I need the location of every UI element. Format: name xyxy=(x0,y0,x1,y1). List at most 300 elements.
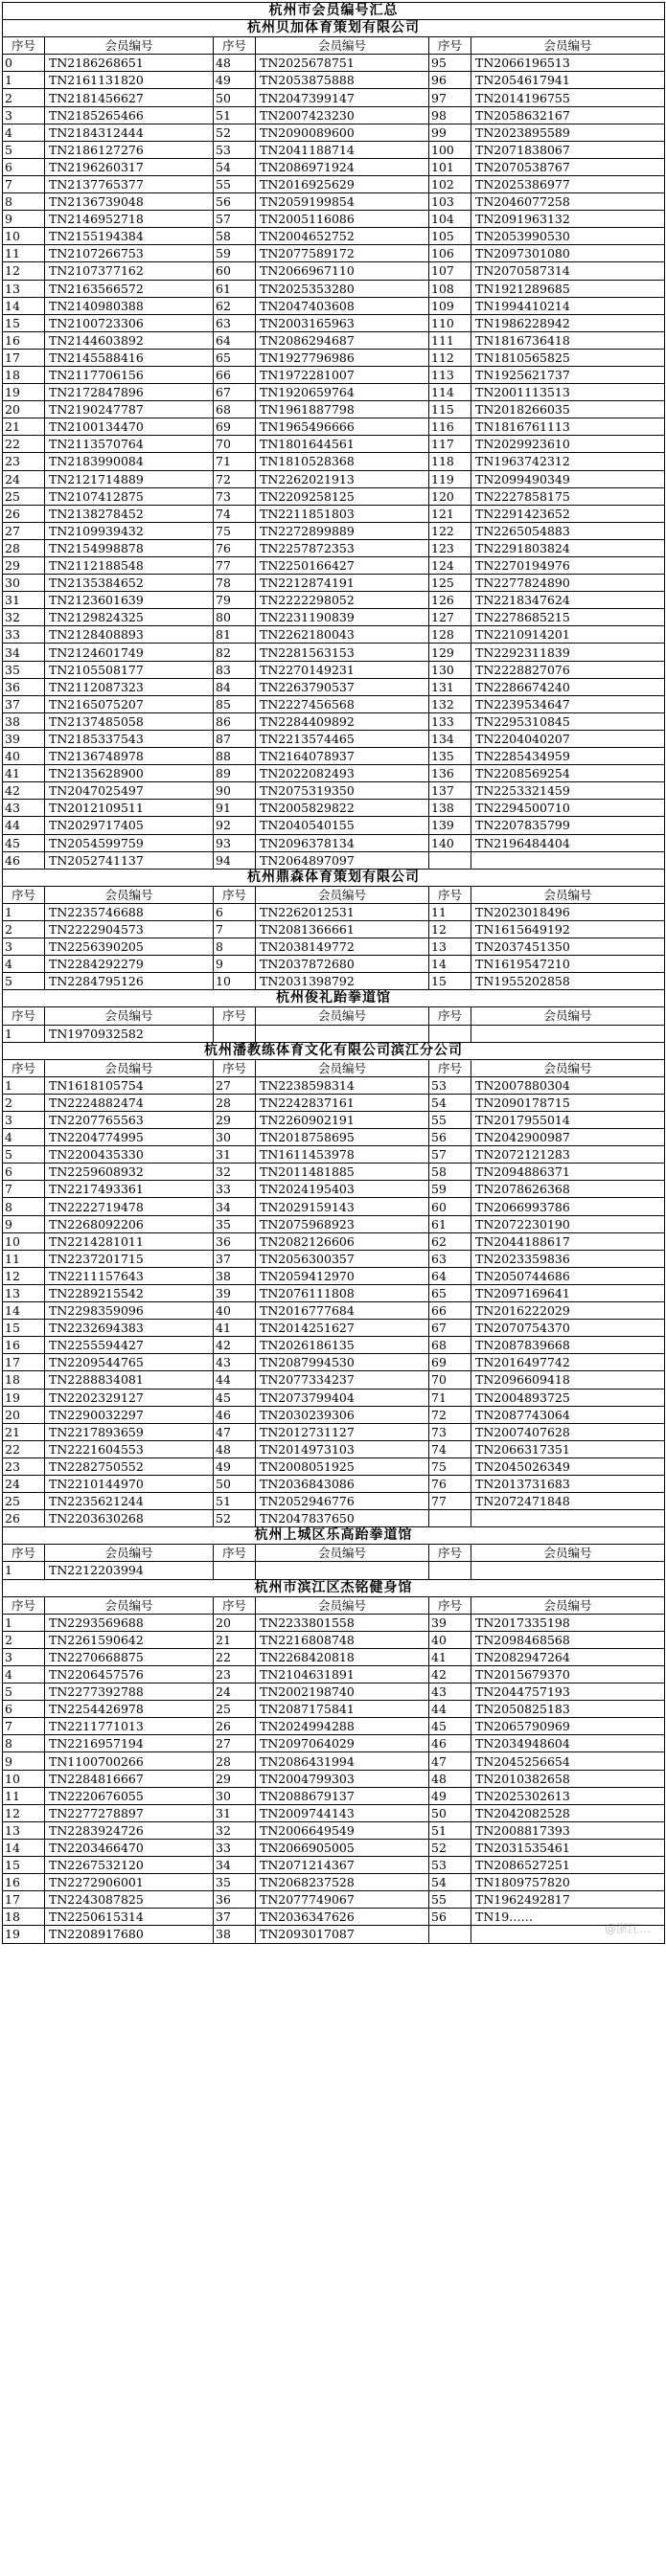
table-row xyxy=(3,1371,665,1389)
member-id-cell: TN2014251627 xyxy=(256,1320,429,1337)
member-id-cell: TN2204774995 xyxy=(45,1129,214,1146)
index-cell: 56 xyxy=(429,1909,471,1926)
member-id-cell: TN2207765563 xyxy=(45,1112,214,1129)
member-id-cell: TN2253321459 xyxy=(471,782,665,800)
header-member-id: 会员编号 xyxy=(256,37,429,55)
member-id-cell: TN2227456568 xyxy=(256,695,429,712)
header-index: 序号 xyxy=(3,1007,45,1025)
member-id-cell: TN2186127276 xyxy=(45,141,214,158)
member-id-cell: TN2250166427 xyxy=(256,557,429,575)
index-cell: 60 xyxy=(214,262,256,280)
table-row xyxy=(3,539,665,556)
index-cell: 7 xyxy=(3,175,45,192)
member-id-cell: TN2005116086 xyxy=(256,211,429,228)
index-cell: 70 xyxy=(214,436,256,453)
member-id-cell: TN1611453978 xyxy=(256,1146,429,1164)
header-member-id: 会员编号 xyxy=(45,1596,214,1614)
member-id-cell: TN2268092206 xyxy=(45,1215,214,1232)
header-index: 序号 xyxy=(429,1059,471,1076)
index-cell: 37 xyxy=(214,1250,256,1267)
member-id-cell: TN2012731127 xyxy=(256,1423,429,1440)
index-cell: 27 xyxy=(214,1735,256,1752)
index-cell: 43 xyxy=(214,1354,256,1371)
member-id-cell: TN1809757820 xyxy=(471,1874,665,1891)
member-id-cell: TN2216808748 xyxy=(256,1631,429,1648)
table-row xyxy=(3,106,665,124)
index-cell: 10 xyxy=(214,973,256,990)
table-row xyxy=(3,366,665,383)
index-cell: 8 xyxy=(3,1735,45,1752)
index-cell: 91 xyxy=(214,800,256,817)
member-id-cell: TN2222904573 xyxy=(45,920,214,938)
member-id-cell: TN2030239306 xyxy=(256,1406,429,1423)
index-cell: 31 xyxy=(214,1146,256,1164)
table-row xyxy=(3,903,665,920)
index-cell: 124 xyxy=(429,557,471,575)
index-cell: 71 xyxy=(214,453,256,470)
index-cell: 136 xyxy=(429,765,471,782)
member-id-cell: TN2042082528 xyxy=(471,1804,665,1821)
index-cell: 47 xyxy=(429,1752,471,1770)
index-cell: 9 xyxy=(214,956,256,973)
header-member-id: 会员编号 xyxy=(45,1545,214,1562)
section-title: 杭州俊礼跆拳道馆 xyxy=(3,990,665,1007)
index-cell: 54 xyxy=(214,158,256,175)
member-id-cell: TN2124601749 xyxy=(45,644,214,661)
member-id-cell: TN2112087323 xyxy=(45,678,214,695)
index-cell: 0 xyxy=(3,55,45,72)
table-row xyxy=(3,262,665,280)
member-id-cell: TN2066967110 xyxy=(256,262,429,280)
member-id-cell: TN2071214367 xyxy=(256,1857,429,1874)
index-cell: 12 xyxy=(3,1804,45,1821)
member-id-cell: TN1972281007 xyxy=(256,366,429,383)
table-row xyxy=(3,1164,665,1181)
member-id-cell: TN2104631891 xyxy=(256,1666,429,1683)
member-id-cell: TN2140980388 xyxy=(45,297,214,314)
index-cell xyxy=(429,1926,471,1943)
member-id-cell: TN2018758695 xyxy=(256,1129,429,1146)
table-row xyxy=(3,141,665,158)
index-cell: 15 xyxy=(3,1320,45,1337)
index-cell: 84 xyxy=(214,678,256,695)
member-id-cell: TN2025678751 xyxy=(256,55,429,72)
member-id-cell: TN2235746688 xyxy=(45,903,214,920)
index-cell: 89 xyxy=(214,765,256,782)
member-table-body xyxy=(3,3,665,1944)
member-id-cell: TN2128408893 xyxy=(45,626,214,644)
member-id-cell: TN2011481885 xyxy=(256,1164,429,1181)
index-cell: 47 xyxy=(214,1423,256,1440)
member-id-cell: TN2265054883 xyxy=(471,522,665,539)
member-id-cell: TN2270194976 xyxy=(471,557,665,575)
member-id-cell: TN2015679370 xyxy=(471,1666,665,1683)
index-cell: 10 xyxy=(3,228,45,245)
index-cell: 14 xyxy=(429,956,471,973)
table-row xyxy=(3,297,665,314)
index-cell: 20 xyxy=(3,401,45,418)
member-id-cell: TN2291803824 xyxy=(471,539,665,556)
member-id-cell: TN2004652752 xyxy=(256,228,429,245)
index-cell xyxy=(429,1510,471,1527)
index-cell: 34 xyxy=(214,1857,256,1874)
member-id-cell: TN2091963132 xyxy=(471,211,665,228)
index-cell: 108 xyxy=(429,280,471,297)
table-row xyxy=(3,1198,665,1215)
member-id-cell: TN2209258125 xyxy=(256,487,429,505)
table-row xyxy=(3,1804,665,1821)
index-cell: 65 xyxy=(429,1284,471,1301)
member-id-cell: TN2216957194 xyxy=(45,1735,214,1752)
index-cell: 41 xyxy=(214,1320,256,1337)
watermark: @浙江… xyxy=(604,1921,651,1935)
member-id-cell: TN2278685215 xyxy=(471,609,665,626)
index-cell: 99 xyxy=(429,124,471,141)
table-row xyxy=(3,436,665,453)
member-id-cell: TN2077334237 xyxy=(256,1371,429,1389)
page-title: 杭州市会员编号汇总 xyxy=(3,3,665,20)
table-row xyxy=(3,817,665,834)
index-cell: 3 xyxy=(3,938,45,956)
index-cell: 75 xyxy=(429,1457,471,1475)
index-cell: 41 xyxy=(3,765,45,782)
header-index: 序号 xyxy=(3,1596,45,1614)
index-cell: 118 xyxy=(429,453,471,470)
member-id-cell: TN2031535461 xyxy=(471,1839,665,1856)
index-cell: 15 xyxy=(3,1857,45,1874)
member-id-cell: TN2056300357 xyxy=(256,1250,429,1267)
index-cell: 19 xyxy=(3,384,45,401)
member-id-cell: TN2002198740 xyxy=(256,1683,429,1701)
member-id-cell: TN2163566572 xyxy=(45,280,214,297)
index-cell: 32 xyxy=(214,1821,256,1839)
index-cell: 92 xyxy=(214,817,256,834)
index-cell: 24 xyxy=(214,1683,256,1701)
member-id-cell: TN2086294687 xyxy=(256,331,429,349)
member-id-cell: TN2034948604 xyxy=(471,1735,665,1752)
member-id-cell: TN1921289685 xyxy=(471,280,665,297)
header-index: 序号 xyxy=(214,1059,256,1076)
index-cell: 22 xyxy=(3,436,45,453)
index-cell: 38 xyxy=(214,1926,256,1943)
header-member-id: 会员编号 xyxy=(45,886,214,903)
index-cell: 73 xyxy=(429,1423,471,1440)
member-id-cell: TN2202329127 xyxy=(45,1389,214,1406)
index-cell: 20 xyxy=(214,1614,256,1631)
member-id-cell: TN2288834081 xyxy=(45,1371,214,1389)
section-title: 杭州市滨江区杰铭健身馆 xyxy=(3,1579,665,1596)
index-cell: 65 xyxy=(214,349,256,366)
index-cell: 9 xyxy=(3,1215,45,1232)
index-cell: 115 xyxy=(429,401,471,418)
index-cell: 87 xyxy=(214,730,256,747)
table-row xyxy=(3,557,665,575)
index-cell: 50 xyxy=(429,1804,471,1821)
index-cell: 35 xyxy=(214,1874,256,1891)
index-cell: 31 xyxy=(214,1804,256,1821)
member-id-cell: TN1963742312 xyxy=(471,453,665,470)
document xyxy=(2,2,664,1944)
member-id-cell: TN2047025497 xyxy=(45,782,214,800)
index-cell: 44 xyxy=(429,1701,471,1718)
index-cell: 49 xyxy=(214,72,256,89)
header-index: 序号 xyxy=(429,1596,471,1614)
member-id-cell: TN2016777684 xyxy=(256,1302,429,1320)
member-id-cell: TN2113570764 xyxy=(45,436,214,453)
member-id-cell: TN2016497742 xyxy=(471,1354,665,1371)
section-title: 杭州贝加体育策划有限公司 xyxy=(3,20,665,37)
index-cell: 42 xyxy=(429,1666,471,1683)
index-cell: 104 xyxy=(429,211,471,228)
member-id-cell: TN1970932582 xyxy=(45,1025,214,1042)
index-cell: 29 xyxy=(3,557,45,575)
index-cell: 100 xyxy=(429,141,471,158)
member-id-cell: TN2007880304 xyxy=(471,1076,665,1094)
header-index: 序号 xyxy=(429,1545,471,1562)
member-id-cell: TN2224882474 xyxy=(45,1094,214,1111)
member-id-cell: TN2291423652 xyxy=(471,505,665,522)
header-member-id: 会员编号 xyxy=(45,37,214,55)
index-cell: 81 xyxy=(214,626,256,644)
table-row xyxy=(3,487,665,505)
table-row xyxy=(3,1094,665,1111)
table-row xyxy=(3,314,665,331)
index-cell: 10 xyxy=(3,1232,45,1250)
index-cell: 55 xyxy=(429,1891,471,1909)
member-id-cell: TN2072471848 xyxy=(471,1493,665,1510)
index-cell: 93 xyxy=(214,834,256,851)
index-cell: 66 xyxy=(429,1302,471,1320)
header-member-id: 会员编号 xyxy=(471,1545,665,1562)
member-id-cell: TN2054617941 xyxy=(471,72,665,89)
member-id-cell: TN2022082493 xyxy=(256,765,429,782)
index-cell: 4 xyxy=(3,1129,45,1146)
member-table xyxy=(2,2,665,1944)
index-cell: 45 xyxy=(3,834,45,851)
member-id-cell: TN2232694383 xyxy=(45,1320,214,1337)
member-id-cell: TN2200435330 xyxy=(45,1146,214,1164)
index-cell: 45 xyxy=(429,1718,471,1735)
table-row xyxy=(3,401,665,418)
member-id-cell: TN2227858175 xyxy=(471,487,665,505)
index-cell: 138 xyxy=(429,800,471,817)
index-cell: 113 xyxy=(429,366,471,383)
table-row xyxy=(3,938,665,956)
index-cell: 107 xyxy=(429,262,471,280)
index-cell: 53 xyxy=(429,1076,471,1094)
index-cell: 23 xyxy=(214,1666,256,1683)
index-cell: 29 xyxy=(214,1770,256,1787)
index-cell: 46 xyxy=(3,851,45,869)
member-id-cell: TN2233801558 xyxy=(256,1614,429,1631)
index-cell: 54 xyxy=(429,1094,471,1111)
index-cell: 17 xyxy=(3,1354,45,1371)
member-id-cell: TN2203466470 xyxy=(45,1839,214,1856)
index-cell: 72 xyxy=(214,470,256,487)
index-cell: 17 xyxy=(3,1891,45,1909)
index-cell: 27 xyxy=(214,1076,256,1094)
index-cell: 98 xyxy=(429,106,471,124)
index-cell: 13 xyxy=(3,1821,45,1839)
index-cell: 53 xyxy=(429,1857,471,1874)
table-row xyxy=(3,1874,665,1891)
table-row xyxy=(3,384,665,401)
member-id-cell: TN2250615314 xyxy=(45,1909,214,1926)
member-id-cell: TN2004799303 xyxy=(256,1770,429,1787)
index-cell: 2 xyxy=(3,89,45,106)
index-cell: 42 xyxy=(3,782,45,800)
header-member-id: 会员编号 xyxy=(256,886,429,903)
index-cell: 19 xyxy=(3,1926,45,1943)
index-cell: 68 xyxy=(214,401,256,418)
member-id-cell: TN2145588416 xyxy=(45,349,214,366)
member-id-cell: TN2076111808 xyxy=(256,1284,429,1301)
index-cell: 17 xyxy=(3,349,45,366)
table-row xyxy=(3,175,665,192)
index-cell: 14 xyxy=(3,297,45,314)
member-id-cell: TN2090178715 xyxy=(471,1094,665,1111)
index-cell: 1 xyxy=(3,903,45,920)
index-cell: 36 xyxy=(3,678,45,695)
index-cell: 8 xyxy=(214,938,256,956)
member-id-cell: TN2050744686 xyxy=(471,1267,665,1284)
member-id-cell: TN2072230190 xyxy=(471,1215,665,1232)
member-id-cell: TN2070587314 xyxy=(471,262,665,280)
member-id-cell: TN2006649549 xyxy=(256,1821,429,1839)
index-cell: 3 xyxy=(3,1648,45,1665)
index-cell: 39 xyxy=(3,730,45,747)
member-id-cell: TN2077749067 xyxy=(256,1891,429,1909)
index-cell: 3 xyxy=(3,1112,45,1129)
member-id-cell: TN2107412875 xyxy=(45,487,214,505)
member-id-cell: TN2210144970 xyxy=(45,1475,214,1492)
index-cell: 10 xyxy=(3,1770,45,1787)
member-id-cell: TN2082947264 xyxy=(471,1648,665,1665)
member-id-cell: TN2262180043 xyxy=(256,626,429,644)
table-row xyxy=(3,1787,665,1804)
member-id-cell: TN2135384652 xyxy=(45,575,214,592)
member-id-cell: TN1816761113 xyxy=(471,418,665,436)
index-cell xyxy=(429,851,471,869)
member-id-cell xyxy=(256,1562,429,1579)
member-id-cell: TN2038149772 xyxy=(256,938,429,956)
member-id-cell: TN2004893725 xyxy=(471,1389,665,1406)
member-id-cell: TN1810565825 xyxy=(471,349,665,366)
index-cell: 46 xyxy=(214,1406,256,1423)
index-cell: 29 xyxy=(214,1112,256,1129)
index-cell: 86 xyxy=(214,712,256,730)
table-row xyxy=(3,1302,665,1320)
index-cell: 53 xyxy=(214,141,256,158)
index-cell: 54 xyxy=(429,1874,471,1891)
member-id-cell: TN2272906001 xyxy=(45,1874,214,1891)
member-id-cell: TN2210914201 xyxy=(471,626,665,644)
index-cell: 50 xyxy=(214,1475,256,1492)
table-row xyxy=(3,1129,665,1146)
index-cell: 110 xyxy=(429,314,471,331)
section-title: 杭州鼎森体育策划有限公司 xyxy=(3,869,665,886)
index-cell: 34 xyxy=(214,1198,256,1215)
member-id-cell: TN2277392788 xyxy=(45,1683,214,1701)
member-id-cell: TN2029923610 xyxy=(471,436,665,453)
index-cell: 7 xyxy=(3,1718,45,1735)
table-row xyxy=(3,211,665,228)
index-cell: 23 xyxy=(3,453,45,470)
member-id-cell: TN2196260317 xyxy=(45,158,214,175)
member-id-cell: TN2235621244 xyxy=(45,1493,214,1510)
member-id-cell: TN2081366661 xyxy=(256,920,429,938)
member-id-cell: TN2220676055 xyxy=(45,1787,214,1804)
member-id-cell: TN2087743064 xyxy=(471,1406,665,1423)
member-id-cell: TN2207835799 xyxy=(471,817,665,834)
member-id-cell: TN2185265466 xyxy=(45,106,214,124)
member-id-cell: TN2086971924 xyxy=(256,158,429,175)
index-cell: 120 xyxy=(429,487,471,505)
index-cell: 67 xyxy=(214,384,256,401)
member-id-cell: TN2262021913 xyxy=(256,470,429,487)
table-row xyxy=(3,592,665,609)
member-id-cell: TN2259608932 xyxy=(45,1164,214,1181)
index-cell: 13 xyxy=(3,280,45,297)
table-row xyxy=(3,661,665,678)
index-cell: 77 xyxy=(214,557,256,575)
header-index: 序号 xyxy=(3,886,45,903)
index-cell: 5 xyxy=(3,1683,45,1701)
header-row xyxy=(3,886,665,903)
member-id-cell: TN2222298052 xyxy=(256,592,429,609)
index-cell: 64 xyxy=(429,1267,471,1284)
member-id-cell: TN2053875888 xyxy=(256,72,429,89)
table-row xyxy=(3,1701,665,1718)
index-cell: 40 xyxy=(3,748,45,765)
index-cell: 16 xyxy=(3,1874,45,1891)
member-id-cell: TN2087994530 xyxy=(256,1354,429,1371)
member-id-cell: TN2066196513 xyxy=(471,55,665,72)
member-id-cell: TN2284816667 xyxy=(45,1770,214,1787)
member-id-cell xyxy=(471,1562,665,1579)
index-cell: 62 xyxy=(214,297,256,314)
member-id-cell: TN2044188617 xyxy=(471,1232,665,1250)
index-cell: 26 xyxy=(3,1510,45,1527)
index-cell: 95 xyxy=(429,55,471,72)
member-id-cell: TN2087175841 xyxy=(256,1701,429,1718)
table-row xyxy=(3,1284,665,1301)
header-member-id: 会员编号 xyxy=(256,1545,429,1562)
table-row xyxy=(3,522,665,539)
index-cell: 6 xyxy=(3,158,45,175)
table-row xyxy=(3,1821,665,1839)
member-id-cell: TN2260902191 xyxy=(256,1112,429,1129)
table-row xyxy=(3,1181,665,1198)
index-cell: 102 xyxy=(429,175,471,192)
index-cell: 131 xyxy=(429,678,471,695)
member-id-cell: TN2014973103 xyxy=(256,1440,429,1457)
section-title-row xyxy=(3,1527,665,1545)
member-id-cell: TN2087839668 xyxy=(471,1337,665,1354)
member-id-cell: TN1920659764 xyxy=(256,384,429,401)
index-cell: 25 xyxy=(3,487,45,505)
member-id-cell: TN2077589172 xyxy=(256,245,429,262)
index-cell: 6 xyxy=(3,1701,45,1718)
index-cell: 62 xyxy=(429,1232,471,1250)
index-cell: 22 xyxy=(214,1648,256,1665)
index-cell: 38 xyxy=(214,1267,256,1284)
table-row xyxy=(3,158,665,175)
member-id-cell: TN2136739048 xyxy=(45,193,214,211)
table-row xyxy=(3,1457,665,1475)
index-cell: 68 xyxy=(429,1337,471,1354)
table-row xyxy=(3,1510,665,1527)
